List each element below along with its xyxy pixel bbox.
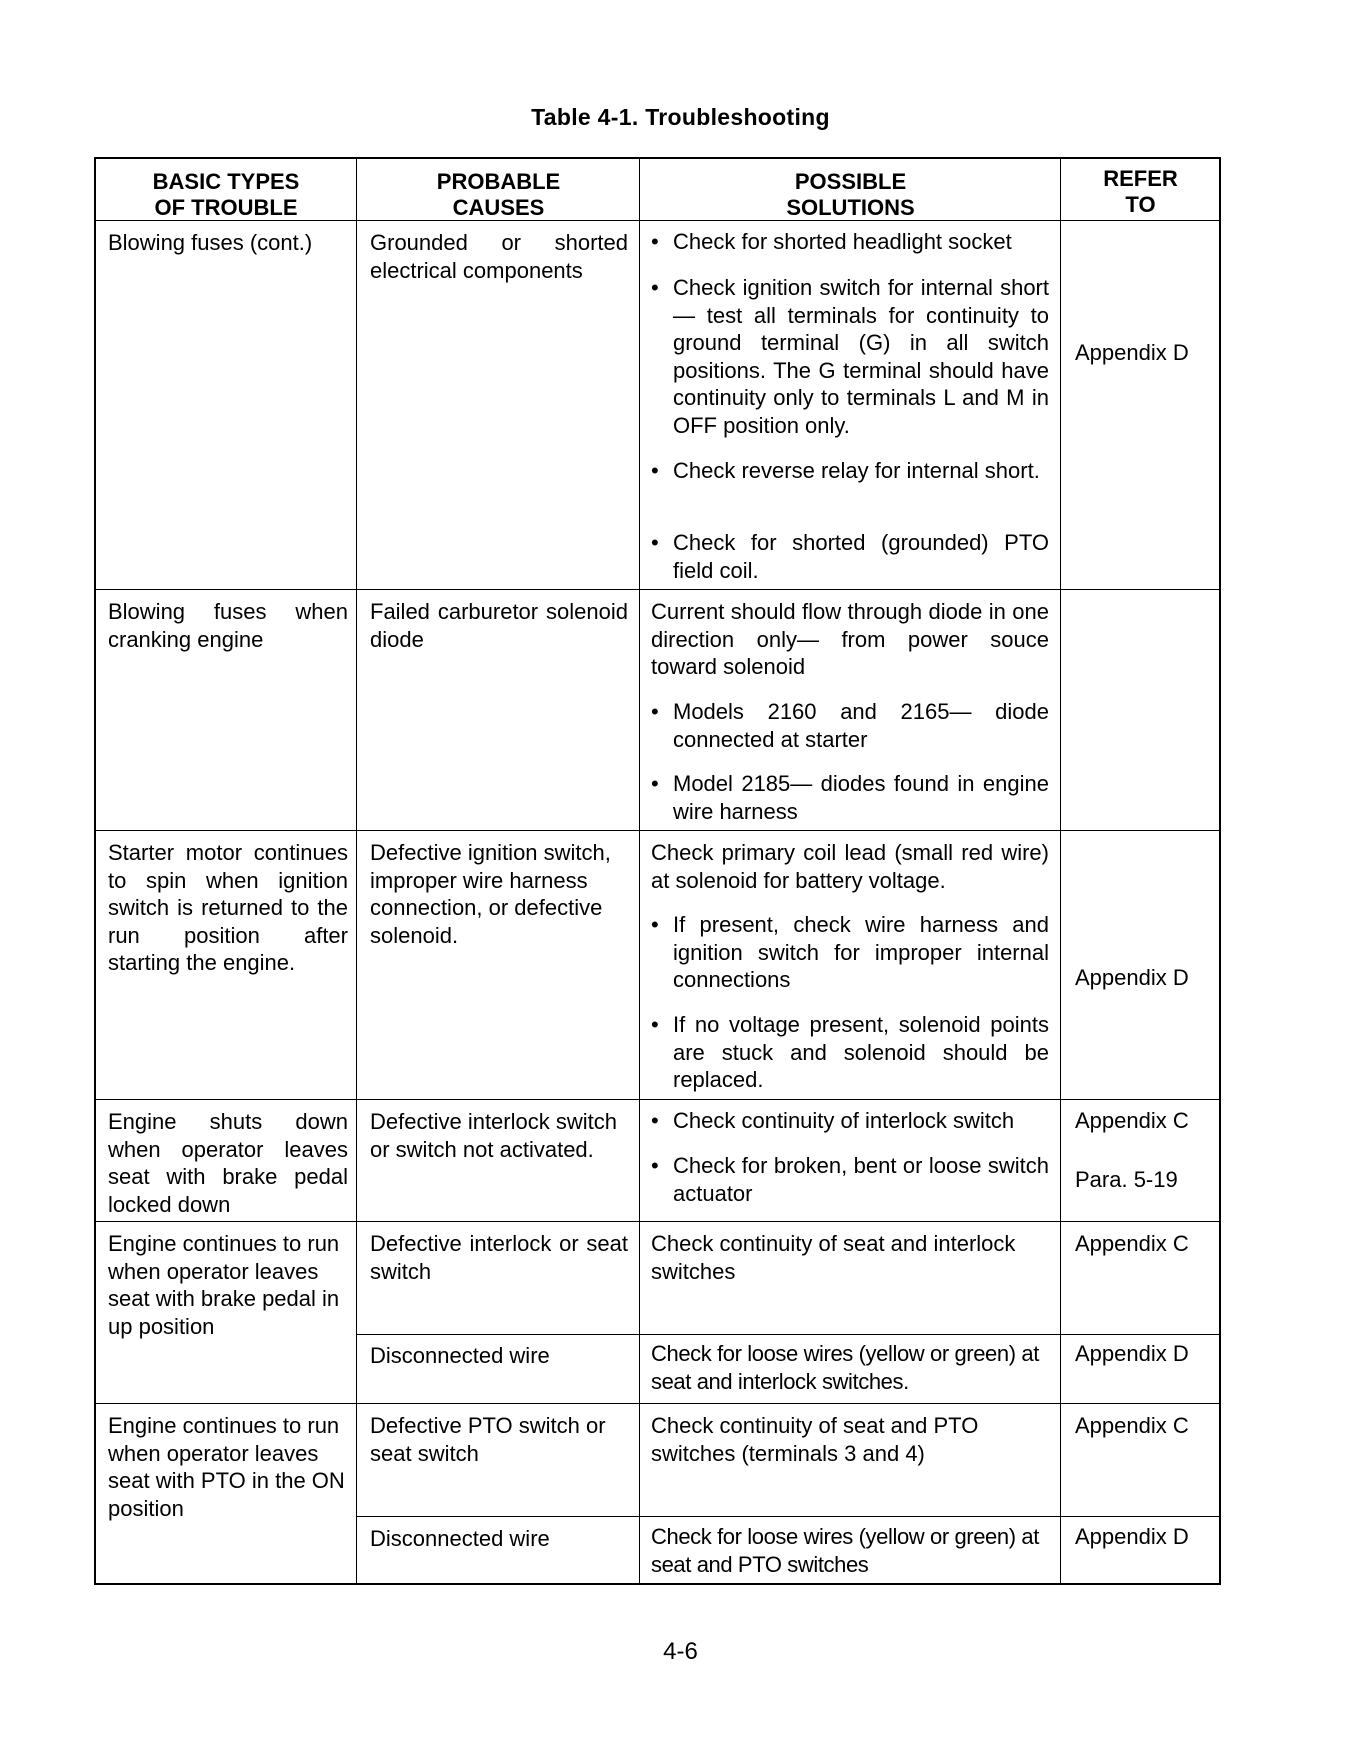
table-title: Table 4-1. Troubleshooting	[531, 104, 830, 130]
row-divider	[96, 830, 1219, 831]
row-divider	[356, 1334, 1219, 1335]
solution-text: Check continuity of seat and PTO switches (terminals 3 and 4)	[651, 1413, 979, 1466]
cause-cell: Defective ignition switch, improper wire harness connection, or defective solenoid.	[370, 840, 611, 948]
refer-cell: Para. 5-19	[1075, 1167, 1178, 1192]
header-probable-causes: PROBABLE CAUSES	[436, 169, 561, 220]
refer-cell: Appendix D	[1075, 965, 1189, 990]
solution-text: Current should flow through diode in one direction only— from power souce toward solenoid	[651, 599, 1049, 679]
row-divider	[96, 1403, 1219, 1404]
refer-cell: Appendix D	[1075, 1341, 1189, 1366]
column-divider	[356, 159, 357, 1583]
cause-cell: Failed carburetor solenoid diode	[370, 599, 628, 652]
header-possible-solutions: POSSIBLE SOLUTIONS	[786, 169, 915, 220]
cause-cell: Defective interlock or seat switch	[370, 1231, 628, 1284]
troubleshooting-table	[94, 157, 1221, 1585]
trouble-cell: Starter motor continues to spin when ignition switch is returned to the run position after starting the engine.	[108, 840, 348, 975]
solution-bullet: • Model 2185— diodes found in engine wire harness	[651, 771, 1049, 824]
page-number: 4-6	[663, 1638, 698, 1665]
column-divider	[639, 159, 640, 1583]
trouble-cell: Blowing fuses when cranking engine	[108, 599, 348, 652]
solution-bullet: • Check ignition switch for internal short — test all terminals for continuity to ground terminal (G) in all switch positions. The G terminal should have continuity only to terminals L and M in OFF position only.	[651, 275, 1049, 438]
row-divider	[96, 589, 1219, 590]
solution-bullet: • If present, check wire harness and ignition switch for improper internal connections	[651, 912, 1049, 992]
row-divider	[356, 1516, 1219, 1517]
refer-cell: Appendix C	[1075, 1108, 1189, 1133]
solution-bullet: • Models 2160 and 2165— diode connected at starter	[651, 699, 1049, 752]
solution-text: Check continuity of seat and interlock switches	[651, 1231, 1016, 1284]
header-basic-types: BASIC TYPES OF TROUBLE	[152, 169, 300, 220]
row-divider	[96, 1221, 1219, 1222]
cause-cell: Grounded or shorted electrical components	[370, 230, 628, 283]
trouble-cell: Engine continues to run when operator leaves seat with PTO in the ON position	[108, 1413, 345, 1521]
solution-bullet: • Check for shorted (grounded) PTO field coil.	[651, 530, 1049, 583]
cause-cell: Defective interlock switch or switch not activated.	[370, 1109, 617, 1162]
solution-bullet: • Check reverse relay for internal short.	[651, 458, 1040, 483]
cause-cell: Disconnected wire	[370, 1526, 550, 1551]
refer-cell: Appendix C	[1075, 1413, 1189, 1438]
solution-text: Check primary coil lead (small red wire) at solenoid for battery voltage.	[651, 840, 1049, 893]
row-divider	[96, 1099, 1219, 1100]
solution-bullet: • Check for broken, bent or loose switch actuator	[651, 1153, 1049, 1206]
refer-cell: Appendix D	[1075, 340, 1189, 365]
solution-bullet: • Check for shorted headlight socket	[651, 229, 1012, 254]
solution-text: Check for loose wires (yellow or green) at seat and PTO switches	[651, 1524, 1039, 1577]
trouble-cell: Blowing fuses (cont.)	[108, 230, 313, 255]
solution-bullet: • Check continuity of interlock switch	[651, 1108, 1015, 1133]
refer-cell: Appendix C	[1075, 1231, 1189, 1256]
header-refer-to: REFER TO	[1103, 166, 1178, 217]
trouble-cell: Engine continues to run when operator leaves seat with brake pedal in up position	[108, 1231, 340, 1339]
cause-cell: Defective PTO switch or seat switch	[370, 1413, 606, 1466]
solution-text: Check for loose wires (yellow or green) at seat and interlock switches.	[651, 1341, 1039, 1394]
cause-cell: Disconnected wire	[370, 1343, 550, 1368]
trouble-cell: Engine shuts down when operator leaves seat with brake pedal locked down	[108, 1109, 348, 1217]
column-divider	[1060, 159, 1061, 1583]
refer-cell: Appendix D	[1075, 1524, 1189, 1549]
solution-bullet: • If no voltage present, solenoid points are stuck and solenoid should be replaced.	[651, 1012, 1049, 1092]
